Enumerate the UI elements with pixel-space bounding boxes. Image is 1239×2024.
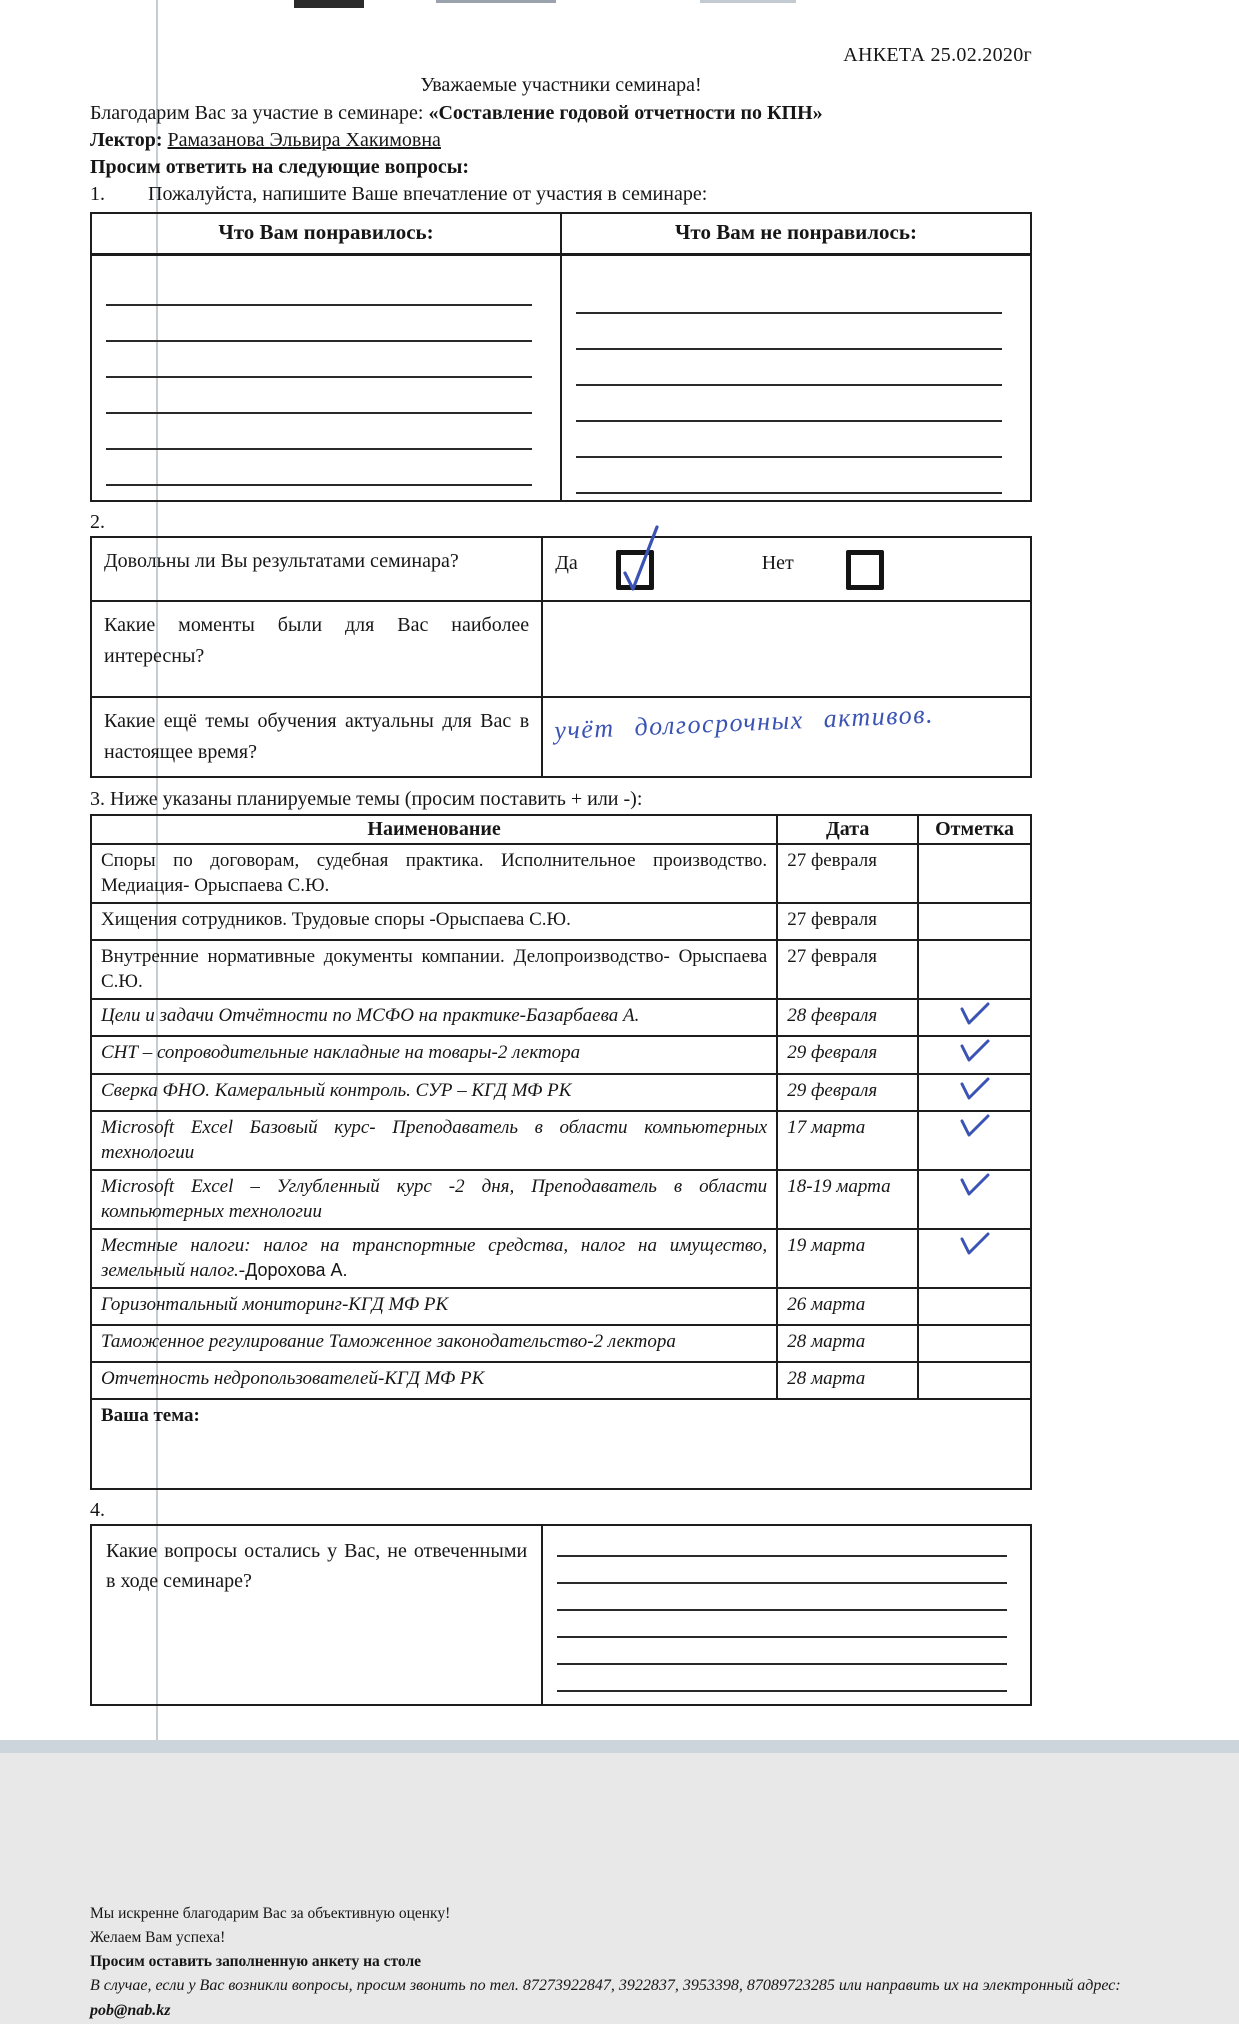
- mark-cell[interactable]: [918, 1362, 1031, 1399]
- answer-line[interactable]: [106, 378, 532, 414]
- section-3-heading: 3. Ниже указаны планируемые темы (просим поставить + или -):: [90, 788, 643, 810]
- topic-row: Горизонтальный мониторинг-КГД МФ РК 26 марта: [91, 1288, 1031, 1325]
- lecturer-line: [90, 129, 1032, 152]
- mark-cell[interactable]: [918, 940, 1031, 999]
- mark-cell[interactable]: [918, 1229, 1031, 1288]
- liked-column-header: Что Вам понравилось:: [91, 213, 561, 255]
- topic-row: Хищения сотрудников. Трудовые споры -Орыспаева С.Ю. 27 февраля: [91, 903, 1031, 940]
- question-1-text: Пожалуйста, напишите Ваше впечатление от участия в семинаре:: [148, 183, 708, 205]
- mark-cell[interactable]: [918, 1288, 1031, 1325]
- answer-line[interactable]: [576, 458, 1002, 494]
- lecturer-label: Лектор:: [90, 129, 168, 151]
- actual-topics-question: Какие ещё темы обучения актуальны для Вас в настоящее время?: [91, 697, 542, 777]
- remaining-questions-answer-area[interactable]: [542, 1525, 1031, 1705]
- liked-answer-area[interactable]: [91, 255, 561, 502]
- mark-cell[interactable]: [918, 1111, 1031, 1170]
- no-checkbox[interactable]: [846, 550, 884, 590]
- mark-cell[interactable]: [918, 1325, 1031, 1362]
- no-label: Нет: [761, 552, 794, 574]
- footer-thanks-line: Мы искренне благодарим Вас за объективную оценку!: [90, 1905, 451, 1923]
- section-4-number: 4.: [90, 1499, 105, 1522]
- planned-topics-table: [90, 814, 1032, 1490]
- answer-line[interactable]: [576, 314, 1002, 350]
- answer-line[interactable]: [106, 306, 532, 342]
- question-1-number: 1.: [90, 183, 105, 205]
- yes-checkmark-icon: [617, 521, 669, 599]
- satisfaction-question: Довольны ли Вы результатами семинара?: [91, 537, 542, 601]
- lecturer-name: Рамазанова Эльвира Хакимовна: [167, 129, 441, 151]
- column-header-date: Дата: [777, 815, 918, 844]
- interesting-answer-cell[interactable]: [542, 601, 1031, 697]
- disliked-column-header: Что Вам не понравилось:: [561, 213, 1031, 255]
- mark-cell[interactable]: [918, 1170, 1031, 1229]
- column-header-name: Наименование: [91, 815, 777, 844]
- answer-line[interactable]: [576, 278, 1002, 314]
- form-date-stamp: АНКЕТА 25.02.2020г: [843, 44, 1032, 66]
- mark-cell[interactable]: [918, 1036, 1031, 1073]
- answer-line[interactable]: [106, 342, 532, 378]
- your-topic-label: Ваша тема:: [101, 1405, 200, 1427]
- thanks-line: [90, 102, 1032, 125]
- answer-line[interactable]: [557, 1557, 1007, 1584]
- answer-line[interactable]: [557, 1584, 1007, 1611]
- section-4-table: [90, 1524, 1032, 1706]
- seminar-title: «Составление годовой отчетности по КПН»: [428, 102, 823, 124]
- answer-line[interactable]: [557, 1665, 1007, 1692]
- satisfaction-answer-cell: [542, 537, 1031, 601]
- greeting-title: Уважаемые участники семинара!: [420, 74, 702, 96]
- topic-row: Microsoft Excel – Углубленный курс -2 дня, Преподаватель в области компьютерных технологии 18-19 марта: [91, 1170, 1031, 1229]
- mark-cell[interactable]: [918, 999, 1031, 1036]
- handwritten-answer: учёт долгосрочных активов.: [553, 699, 935, 746]
- footer-leave-form-line: Просим оставить заполненную анкету на столе: [90, 1953, 422, 1971]
- section-2-number: 2.: [90, 511, 105, 533]
- topic-row: Отчетность недропользователей-КГД МФ РК 28 марта: [91, 1362, 1031, 1399]
- section-2-table: [90, 536, 1032, 778]
- topic-row: Местные налоги: налог на транспортные средства, налог на имущество, земельный налог.-Дорохова А. 19 марта: [91, 1229, 1031, 1288]
- interesting-question: Какие моменты были для Вас наиболее интересны?: [91, 601, 542, 697]
- topic-row: Внутренние нормативные документы компании. Делопроизводство- Орыспаева С.Ю. 27 февраля: [91, 940, 1031, 999]
- remaining-questions-question: Какие вопросы остались у Вас, не отвеченными в ходе семинаре?: [91, 1525, 542, 1705]
- thanks-text: Благодарим Вас за участие в семинаре:: [90, 102, 429, 124]
- question-1-line: [90, 183, 1032, 206]
- topic-row: Таможенное регулирование Таможенное законодательство-2 лектора 28 марта: [91, 1325, 1031, 1362]
- answer-line[interactable]: [106, 450, 532, 486]
- mark-cell[interactable]: [918, 844, 1031, 903]
- yes-label: Да: [555, 552, 578, 574]
- answer-line[interactable]: [576, 350, 1002, 386]
- impressions-table: [90, 212, 1032, 502]
- disliked-answer-area[interactable]: [561, 255, 1031, 502]
- mark-cell[interactable]: [918, 903, 1031, 940]
- column-header-mark: Отметка: [918, 815, 1031, 844]
- footer: [90, 1902, 1185, 2024]
- actual-topics-answer-cell[interactable]: [542, 697, 1031, 777]
- topic-row: Споры по договорам, судебная практика. Исполнительное производство. Медиация- Орыспаева С.Ю. 27 февраля: [91, 844, 1031, 903]
- footer-contacts-line: В случае, если у Вас возникли вопросы, просим звонить по тел. 87273922847, 3922837, 3953398, 87089723285 или направить их на электронный адрес: pob@nab.kz: [90, 1977, 1121, 2020]
- mark-cell[interactable]: [918, 1074, 1031, 1111]
- answer-line[interactable]: [557, 1638, 1007, 1665]
- answer-line[interactable]: [557, 1530, 1007, 1557]
- your-topic-cell[interactable]: [91, 1399, 1031, 1489]
- instruction-line: Просим ответить на следующие вопросы:: [90, 156, 470, 178]
- answer-line[interactable]: [557, 1611, 1007, 1638]
- topic-row: Цели и задачи Отчётности по МСФО на практике-Базарбаева А. 28 февраля: [91, 999, 1031, 1036]
- answer-line[interactable]: [576, 422, 1002, 458]
- footer-wish-line: Желаем Вам успеха!: [90, 1929, 226, 1947]
- yes-checkbox[interactable]: [616, 550, 654, 590]
- topic-row: Microsoft Excel Базовый курс- Преподаватель в области компьютерных технологии 17 марта: [91, 1111, 1031, 1170]
- contact-email: pob@nab.kz: [90, 2002, 171, 2020]
- answer-line[interactable]: [106, 270, 532, 306]
- your-topic-row: [91, 1399, 1031, 1489]
- topic-row: Сверка ФНО. Камеральный контроль. СУР – КГД МФ РК 29 февраля: [91, 1074, 1031, 1111]
- answer-line[interactable]: [106, 414, 532, 450]
- topic-row: СНТ – сопроводительные накладные на товары-2 лектора 29 февраля: [91, 1036, 1031, 1073]
- answer-line[interactable]: [576, 386, 1002, 422]
